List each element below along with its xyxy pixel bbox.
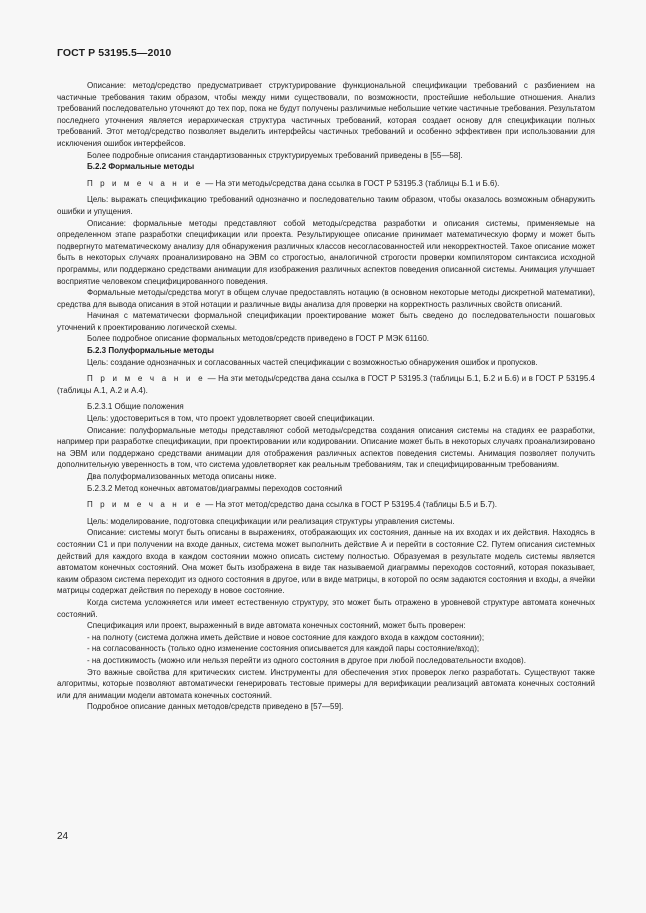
paragraph: Описание: формальные методы представляют собой методы/средства разработки и описания системы, применяемые на определенном этапе разработки спецификации или проекта. Результирующее описание принимает математическую форму и может быть подвергнуто математическому анализу для обнаружения различных классов несогласованностей или некорректностей. Такое описание может быть в некоторых случаях проанализировано на ЭВМ со строгостью, аналогичной строгости проверки компилятором синтаксиса исходной программы, или поддержано средствами анимации для изображения различных аспектов поведения описанной системы. Анимация улучшает восприятие человеком специфицированного поведения. bbox=[57, 218, 595, 286]
list-item: - на полноту (система должна иметь действие и новое состояние для каждого входа в каждом состоянии); bbox=[87, 632, 485, 642]
paragraph: Это важные свойства для критических систем. Инструменты для обеспечения этих проверок легко разработать. Существуют также алгоритмы, которые позволяют автоматически генерировать тестовые примеры для верификации реализаций автомата конечных состояний или для анимации модели автомата конечных состояний. bbox=[57, 667, 595, 700]
note bbox=[57, 178, 595, 190]
subsection-heading: Б.2.3.2 Метод конечных автоматов/диаграммы переходов состояний bbox=[87, 483, 343, 493]
paragraph: Описание: системы могут быть описаны в выражениях, отображающих их состояния, данные на их входах и их действия. Находясь в состоянии С1 и при получении на входе данных, система может выполнить действие А и перейти в состояние С2. Путем описания системных действий для каждого входа в каждом состоянии можно описать систему полностью. Образуемая в результате модель системы является автоматом конечных состояний. Она может быть изображена в виде так называемой диаграммы переходов состояний, которая показывает, каким образом система переходит из одного состояния в другое, или в виде матрицы, в которой по осям задаются состояния и входы, а ячейки матрицы содержат действия по переходу в новое состояние. bbox=[57, 528, 595, 596]
document-body bbox=[57, 80, 595, 713]
section-heading: Б.2.2 Формальные методы bbox=[87, 162, 195, 172]
paragraph: Цель: создание однозначных и согласованных частей спецификации с возможностью обнаружения ошибок и пропусков. bbox=[87, 357, 538, 367]
note-label: П р и м е ч а н и е bbox=[87, 178, 203, 188]
section-heading: Б.2.3 Полуформальные методы bbox=[87, 346, 214, 356]
paragraph: Когда система усложняется или имеет естественную структуру, это может быть отражено в уровневой структуре автомата конечных состояний. bbox=[57, 597, 595, 619]
paragraph: Подробное описание данных методов/средств приведено в [57—59]. bbox=[87, 702, 344, 712]
paragraph: Начиная с математически формальной спецификации проектирование может быть сведено до последовательности пошаговых уточнений к проектированию логической схемы. bbox=[57, 311, 595, 332]
subsection-heading: Б.2.3.1 Общие положения bbox=[87, 402, 184, 412]
paragraph: Более подробное описание формальных методов/средств приведено в ГОСТ Р МЭК 61160. bbox=[87, 334, 429, 344]
note bbox=[57, 373, 595, 396]
list-item: - на согласованность (только одно изменение состояния описывается для каждой пары состояние/вход); bbox=[87, 644, 480, 654]
note-label: П р и м е ч а н и е bbox=[87, 500, 203, 510]
paragraph: Спецификация или проект, выраженный в виде автомата конечных состояний, может быть проверен: bbox=[87, 621, 466, 631]
note-text: — На эти методы/средства дана ссылка в ГОСТ Р 53195.3 (таблицы Б.1 и Б.6). bbox=[205, 178, 500, 188]
paragraph: Цель: выражать спецификацию требований однозначно и последовательно таким образом, чтобы оказалось возможным обнаружить ошибки и упущения. bbox=[57, 195, 595, 216]
note-text: — На этот метод/средство дана ссылка в ГОСТ Р 53195.4 (таблицы Б.5 и Б.7). bbox=[205, 500, 497, 510]
paragraph: Более подробные описания стандартизованных структурируемых требований приведены в [55—58]. bbox=[87, 150, 463, 160]
paragraph: Описание: метод/средство предусматривает структурирование функциональной спецификации требований с разбиением на частичные требования таким образом, чтобы между ними существовали, по возможности, простейшие небольшие отношения. Анализ требований последовательно уточняют до тех пор, пока не будут получены различимые небольшие четкие частичные требования. Результатом последнего уточнения является иерархическая структура частичных требований, которая создает основу для спецификации полных требований. Этот метод/средство позволяет выделить интерфейсы частичных требований и особенно эффективен при использовании для исключения ошибок интерфейсов. bbox=[57, 81, 595, 148]
page-number: 24 bbox=[57, 831, 69, 842]
list-item: - на достижимость (можно или нельзя перейти из одного состояния в другое при любой последовательности входов). bbox=[87, 655, 526, 665]
paragraph: Два полуформализованных метода описаны ниже. bbox=[87, 472, 277, 481]
paragraph: Описание: полуформальные методы представляют собой методы/средства создания описания системы на стадиях ее разработки, например при разработке спецификации, при проектировании или кодировании. Описание может быть в некоторых случаях проанализировано на ЭВМ или поддержано средствами анимации для отображения различных аспектов поведения системы. Анимация позволяет получить дополнительную уверенность в том, что система удовлетворяет как реальным требованиям, так и специфицированным требованиям. bbox=[57, 425, 595, 470]
paragraph: Формальные методы/средства могут в общем случае предоставлять нотацию (в основном некоторые методы дискретной математики), средства для вывода описания в этой нотации и различные виды анализа для проверки на корректность различных свойств описаний. bbox=[57, 288, 595, 309]
note bbox=[57, 499, 595, 511]
document-header: ГОСТ Р 53195.5—2010 bbox=[57, 47, 172, 59]
note-label: П р и м е ч а н и е bbox=[87, 374, 206, 384]
paragraph: Цель: удостовериться в том, что проект удовлетворяет своей спецификации. bbox=[87, 414, 375, 424]
note-text: — На эти методы/средства дана ссылка в ГОСТ Р 53195.3 (таблицы Б.1, Б.2 и Б.6) и в ГОСТ Р 53195.4 (таблицы А.1, А.2 и А.4). bbox=[57, 374, 595, 395]
paragraph: Цель: моделирование, подготовка спецификации или реализация структуры управления системы. bbox=[87, 516, 455, 526]
